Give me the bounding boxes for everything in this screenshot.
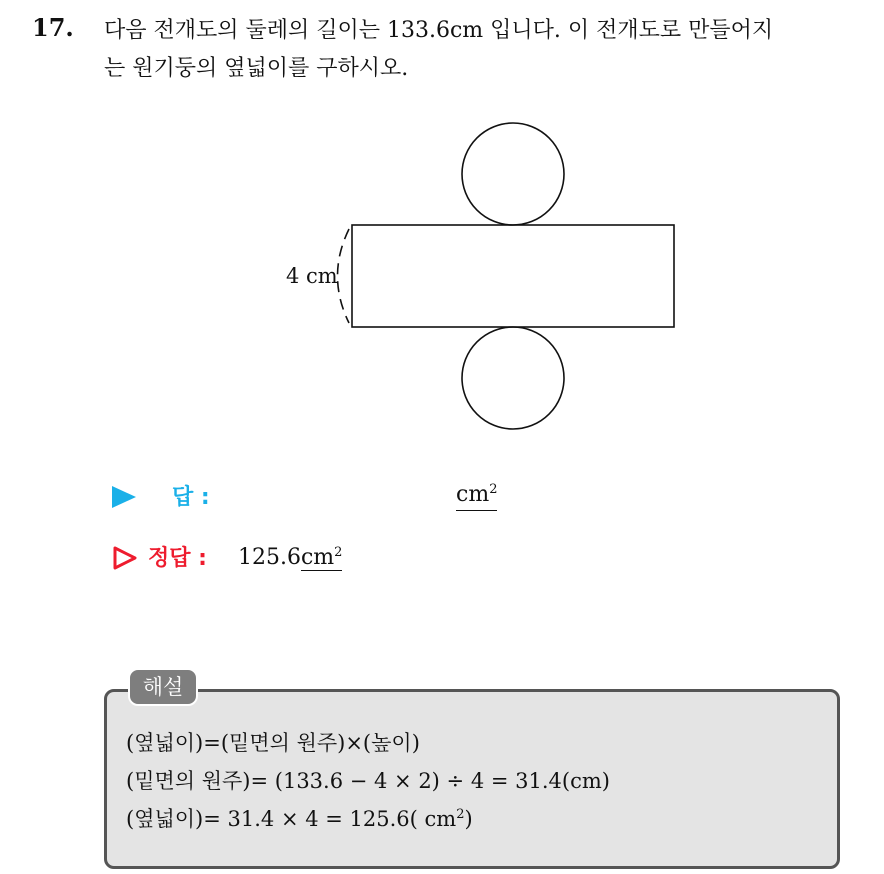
answer-arrow-icon <box>112 486 136 508</box>
question-text-line-2: 는 원기둥의 옆넓이를 구하시오. <box>104 56 409 81</box>
solution-line-2: (밑면의 원주)= (133.6 − 4 × 2) ÷ 4 = 31.4(cm) <box>126 769 610 793</box>
question-text-line-1: 다음 전개도의 둘레의 길이는 133.6cm 입니다. 이 전개도로 만들어지 <box>104 18 774 43</box>
question-number: 17. <box>32 13 74 42</box>
correct-value-line <box>238 543 342 573</box>
solution-tag: 해설 <box>128 668 198 706</box>
answer-blank[interactable] <box>456 480 497 511</box>
solution-line-3-exponent: 2 <box>456 807 465 822</box>
correct-unit: cm <box>300 545 335 570</box>
correct-value: 125.6 <box>238 545 301 570</box>
lateral-rectangle <box>352 225 674 327</box>
answer-label: 답 : <box>172 485 210 510</box>
correct-label: 정답 : <box>148 546 207 571</box>
answer-unit-exponent: 2 <box>489 482 498 497</box>
correct-unit-underlined <box>301 545 342 571</box>
solution-line-3 <box>126 800 826 838</box>
solution-content <box>126 724 826 838</box>
correct-arrow-icon <box>112 545 138 571</box>
solution-line-3-end: ) <box>464 807 473 831</box>
bottom-base-circle <box>462 327 564 429</box>
correct-unit-exponent: 2 <box>334 545 343 560</box>
answer-unit: cm <box>456 482 490 507</box>
height-label: 4 cm <box>286 264 338 288</box>
top-base-circle <box>462 123 564 225</box>
solution-line-3-main: (옆넓이)= 31.4 × 4 = 125.6( cm <box>126 807 457 831</box>
height-dimension-arc <box>338 229 350 323</box>
solution-line-1: (옆넓이)=(밑면의 원주)×(높이) <box>126 731 420 755</box>
